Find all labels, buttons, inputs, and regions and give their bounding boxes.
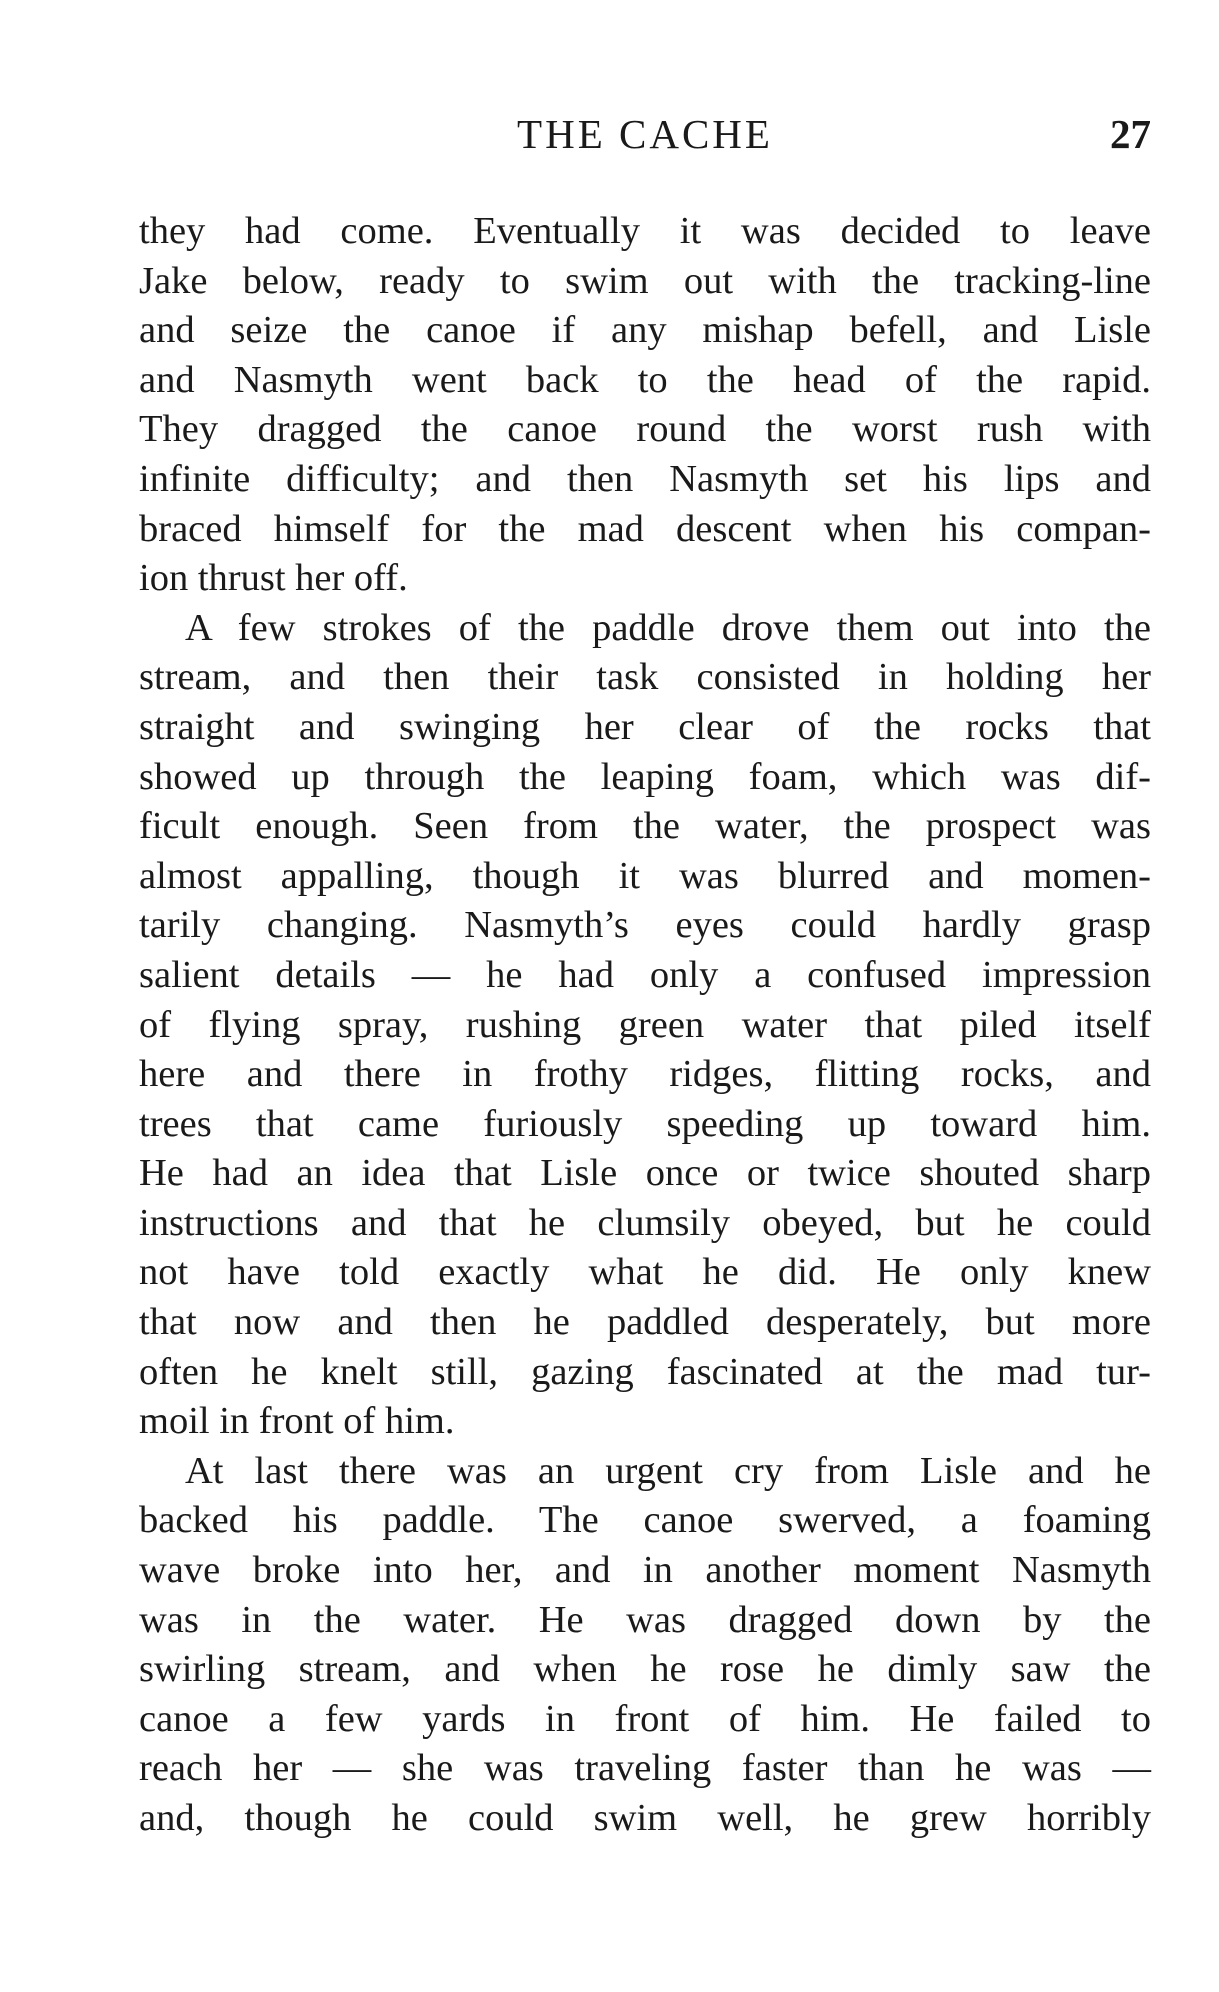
- text-line: of flying spray, rushing green water that piled itself: [139, 1003, 1151, 1046]
- text-line: was in the water. He was dragged down by the: [139, 1598, 1151, 1641]
- text-line: backed his paddle. The canoe swerved, a foaming: [139, 1499, 1151, 1542]
- text-line: reach her — she was traveling faster than he was —: [139, 1747, 1151, 1790]
- text-line: ion thrust her off.: [139, 557, 408, 600]
- text-line: swirling stream, and when he rose he dimly saw the: [139, 1648, 1151, 1691]
- text-line: often he knelt still, gazing fascinated at the mad tur-: [139, 1350, 1151, 1393]
- text-line: A few strokes of the paddle drove them out into the: [185, 606, 1151, 649]
- text-line: moil in front of him.: [139, 1400, 455, 1443]
- text-line: He had an idea that Lisle once or twice shouted sharp: [139, 1152, 1151, 1195]
- text-line: wave broke into her, and in another moment Nasmyth: [139, 1549, 1151, 1592]
- text-line: that now and then he paddled desperately, but more: [139, 1301, 1151, 1344]
- text-line: salient details — he had only a confused impression: [139, 953, 1151, 996]
- text-line: instructions and that he clumsily obeyed, but he could: [139, 1201, 1151, 1244]
- text-line: showed up through the leaping foam, which was dif-: [139, 755, 1151, 798]
- text-line: almost appalling, though it was blurred and momen-: [139, 854, 1151, 897]
- text-line: braced himself for the mad descent when his compan-: [139, 507, 1151, 550]
- text-line: and Nasmyth went back to the head of the rapid.: [139, 358, 1151, 401]
- text-line: They dragged the canoe round the worst rush with: [139, 408, 1151, 451]
- text-line: infinite difficulty; and then Nasmyth set his lips and: [139, 457, 1151, 500]
- running-title: THE CACHE: [517, 111, 773, 157]
- text-line: canoe a few yards in front of him. He failed to: [139, 1697, 1151, 1740]
- text-line: and, though he could swim well, he grew horribly: [139, 1797, 1151, 1839]
- text-line: here and there in frothy ridges, flitting rocks, and: [139, 1053, 1151, 1096]
- text-line: they had come. Eventually it was decided to leave: [139, 210, 1151, 252]
- body-text: [139, 207, 1151, 1844]
- text-line: tarily changing. Nasmyth’s eyes could hardly grasp: [139, 904, 1151, 947]
- text-line: straight and swinging her clear of the rocks that: [139, 705, 1151, 748]
- running-head: [139, 110, 1151, 160]
- paragraph-1: [139, 207, 1151, 604]
- text-line: Jake below, ready to swim out with the tracking-line: [139, 259, 1151, 302]
- text-line: ficult enough. Seen from the water, the prospect was: [139, 805, 1151, 848]
- paragraph-3: [139, 1447, 1151, 1844]
- text-line: At last there was an urgent cry from Lisle and he: [185, 1449, 1151, 1492]
- text-line: not have told exactly what he did. He only knew: [139, 1251, 1151, 1294]
- text-line: stream, and then their task consisted in holding her: [139, 656, 1151, 699]
- page-number: 27: [1110, 111, 1151, 157]
- paragraph-2: [139, 604, 1151, 1447]
- text-line: trees that came furiously speeding up toward him.: [139, 1102, 1151, 1145]
- text-line: and seize the canoe if any mishap befell, and Lisle: [139, 309, 1151, 352]
